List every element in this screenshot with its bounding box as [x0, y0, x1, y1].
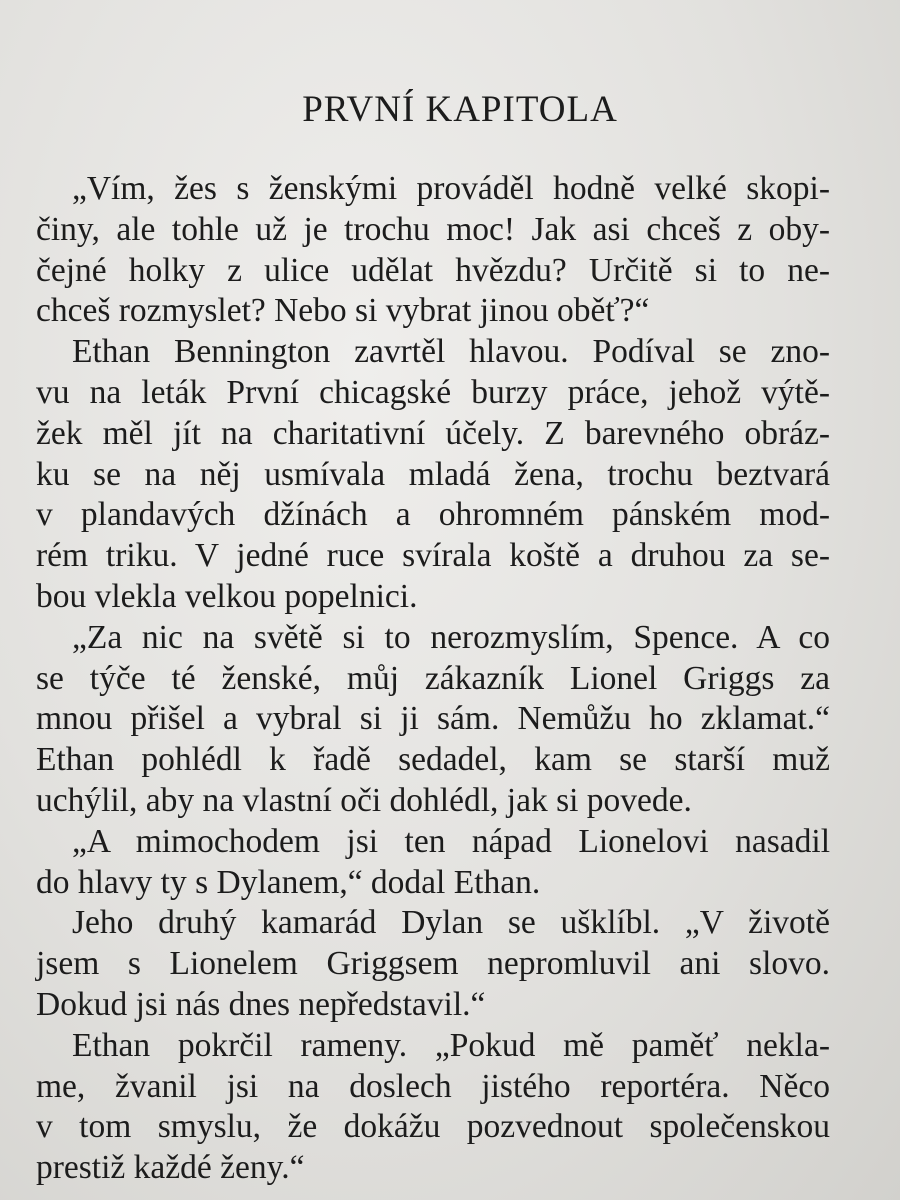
text-line: bou vlekla velkou popelnici. [36, 578, 418, 615]
text-line: v tom smyslu, že dokážu pozvednout společenskou [36, 1108, 830, 1146]
text-line: žek měl jít na charitativní účely. Z barevného obráz- [36, 414, 830, 452]
text-line: se týče té ženské, můj zákazník Lionel Griggs za [36, 659, 830, 697]
text-line: Jeho druhý kamarád Dylan se ušklíbl. „V životě [72, 904, 830, 942]
text-line: mnou přišel a vybral si ji sám. Nemůžu ho zklamat.“ [36, 700, 830, 738]
text-line: chceš rozmyslet? Nebo si vybrat jinou oběť?“ [36, 292, 650, 330]
text-line: uchýlil, aby na vlastní oči dohlédl, jak si povede. [36, 782, 692, 819]
text-line: „Za nic na světě si to nerozmyslím, Spence. A co [72, 618, 830, 656]
text-line: činy, ale tohle už je trochu moc! Jak asi chceš z oby- [36, 210, 830, 248]
text-line: prestiž každé ženy.“ [36, 1149, 305, 1187]
text-line: me, žvanil jsi na doslech jistého reportéra. Něco [36, 1067, 830, 1105]
text-line: Dokud jsi nás dnes nepředstavil.“ [36, 986, 486, 1023]
text-line: rém triku. V jedné ruce svírala koště a druhou za se- [36, 537, 830, 575]
text-line: v plandavých džínách a ohromném pánském mod- [36, 496, 830, 534]
text-line: jsem s Lionelem Griggsem nepromluvil ani slovo. [36, 945, 830, 983]
text-line: ku se na něj usmívala mladá žena, trochu beztvará [36, 455, 830, 493]
text-line: do hlavy ty s Dylanem,“ dodal Ethan. [36, 863, 541, 901]
text-line: „Vím, žes s ženskými prováděl hodně velké skopi- [72, 170, 830, 207]
text-line: vu na leták První chicagské burzy práce, jehož výtě- [36, 374, 830, 411]
text-line: čejné holky z ulice udělat hvězdu? Určitě si to ne- [36, 251, 830, 289]
text-line: Ethan pokrčil rameny. „Pokud mě paměť nekla- [72, 1026, 830, 1064]
chapter-title: PRVNÍ KAPITOLA [302, 89, 618, 130]
text-line: Ethan pohlédl k řadě sedadel, kam se starší muž [36, 741, 830, 779]
text-line: Ethan Bennington zavrtěl hlavou. Podíval se zno- [72, 333, 830, 371]
text-line: „A mimochodem jsi ten nápad Lionelovi nasadil [72, 822, 830, 860]
